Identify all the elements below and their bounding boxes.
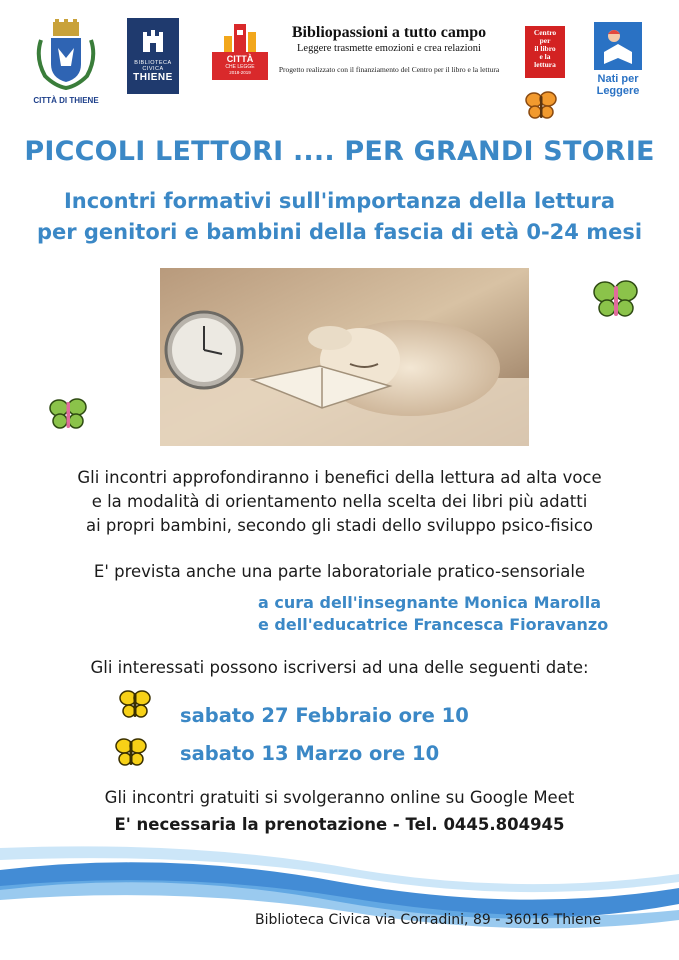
workshop-text: E' prevista anche una parte laboratoriale pratico-sensoriale	[93, 562, 586, 581]
project-title: Bibliopassioni a tutto campo	[291, 24, 487, 41]
subtitle-line: Incontri formativi sull'importanza della lettura	[63, 189, 616, 213]
intro-line: ai propri bambini, secondo gli stadi dello sviluppo psico-fisico	[85, 516, 594, 535]
orange-butterfly-icon	[524, 90, 558, 122]
photo-illustration	[160, 268, 529, 446]
poster-subtitle	[0, 186, 679, 248]
date-option-1: sabato 27 Febbraio ore 10	[180, 704, 469, 727]
credit-line: a cura dell'insegnante Monica Marolla	[258, 593, 602, 612]
city-caption: CITTÀ DI THIENE	[33, 96, 99, 105]
poster-title: PICCOLI LETTORI .... PER GRANDI STORIE	[24, 136, 655, 167]
green-butterfly-icon	[592, 278, 640, 322]
signup-text: Gli interessati possono iscriversi ad una delle seguenti date:	[90, 658, 589, 677]
blue-wave-decoration	[0, 830, 679, 960]
project-header	[270, 24, 508, 74]
library-logo-line1: BIBLIOTECA CIVICA	[134, 60, 172, 72]
building-icon	[222, 22, 258, 54]
castle-icon	[140, 28, 166, 54]
citta-logo-line1: CITTÀ	[226, 54, 254, 64]
nati-per-leggere-logo	[592, 22, 644, 104]
yellow-butterfly-icon	[118, 688, 152, 722]
biblioteca-civica-logo	[127, 18, 179, 94]
online-info: Gli incontri gratuiti si svolgeranno online su Google Meet	[104, 788, 575, 807]
nati-logo-line2: Leggere	[596, 85, 640, 97]
date-option-2: sabato 13 Marzo ore 10	[180, 742, 440, 765]
centro-libro-logo	[525, 26, 565, 78]
nati-logo-line1: Nati per	[597, 73, 639, 85]
reading-child-icon	[594, 22, 642, 70]
centro-logo-line: per	[539, 36, 551, 45]
sheep-and-clock-photo	[160, 268, 529, 446]
green-butterfly-icon	[48, 396, 88, 432]
intro-paragraph	[0, 466, 679, 538]
subtitle-line: per genitori e bambini della fascia di età 0-24 mesi	[36, 220, 643, 244]
credit-line: e dell'educatrice Francesca Fioravanzo	[258, 615, 609, 634]
booking-phone: E' necessaria la prenotazione - Tel. 0445.804945	[114, 815, 565, 834]
centro-logo-line: il libro	[534, 44, 556, 53]
centro-logo-line: Centro	[533, 28, 557, 37]
project-note: Progetto realizzato con il finanziamento del Centro per il libro e la lettura	[278, 65, 500, 74]
citta-che-legge-logo	[212, 22, 268, 84]
project-tagline: Leggere trasmette emozioni e crea relazioni	[297, 43, 481, 54]
credits	[258, 592, 608, 636]
city-of-thiene-logo	[28, 18, 104, 106]
intro-line: e la modalità di orientamento nella scelta dei libri più adatti	[91, 492, 588, 511]
centro-logo-line: lettura	[534, 60, 556, 69]
citta-logo-line2: CHE LEGGE	[225, 64, 255, 70]
city-crest-icon	[31, 18, 101, 90]
footer-address: Biblioteca Civica via Corradini, 89 - 36016 Thiene	[255, 912, 602, 928]
centro-logo-line: e la	[539, 52, 551, 61]
yellow-butterfly-icon	[114, 736, 148, 770]
intro-line: Gli incontri approfondiranno i benefici della lettura ad alta voce	[77, 468, 602, 487]
citta-logo-line3: 2018-2019	[229, 70, 251, 75]
library-logo-line2: THIENE	[133, 72, 173, 83]
